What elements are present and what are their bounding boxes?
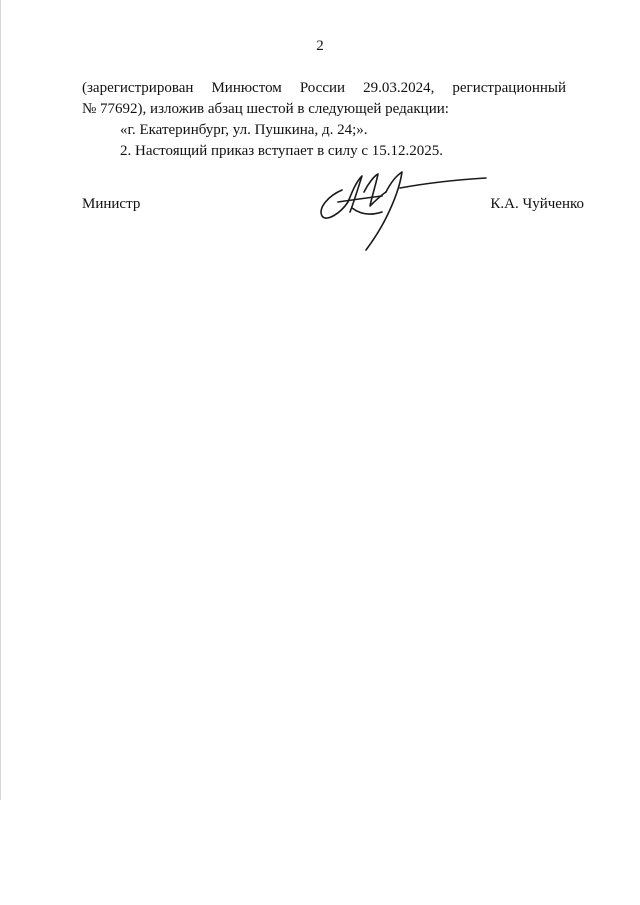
body-line-3: «г. Екатеринбург, ул. Пушкина, д. 24;».: [120, 122, 368, 138]
signatory-name: К.А. Чуйченко: [490, 196, 584, 212]
handwritten-signature: [312, 162, 492, 254]
page-number: 2: [316, 38, 324, 54]
document-body: [82, 78, 566, 162]
scan-edge: [0, 0, 1, 800]
signatory-title: Министр: [82, 196, 141, 212]
body-line-2: № 77692), изложив абзац шестой в следующей редакции:: [82, 101, 449, 117]
body-line-4: 2. Настоящий приказ вступает в силу с 15.12.2025.: [120, 143, 443, 159]
body-line-1: (зарегистрирован Минюстом России 29.03.2024, регистрационный: [82, 80, 566, 96]
